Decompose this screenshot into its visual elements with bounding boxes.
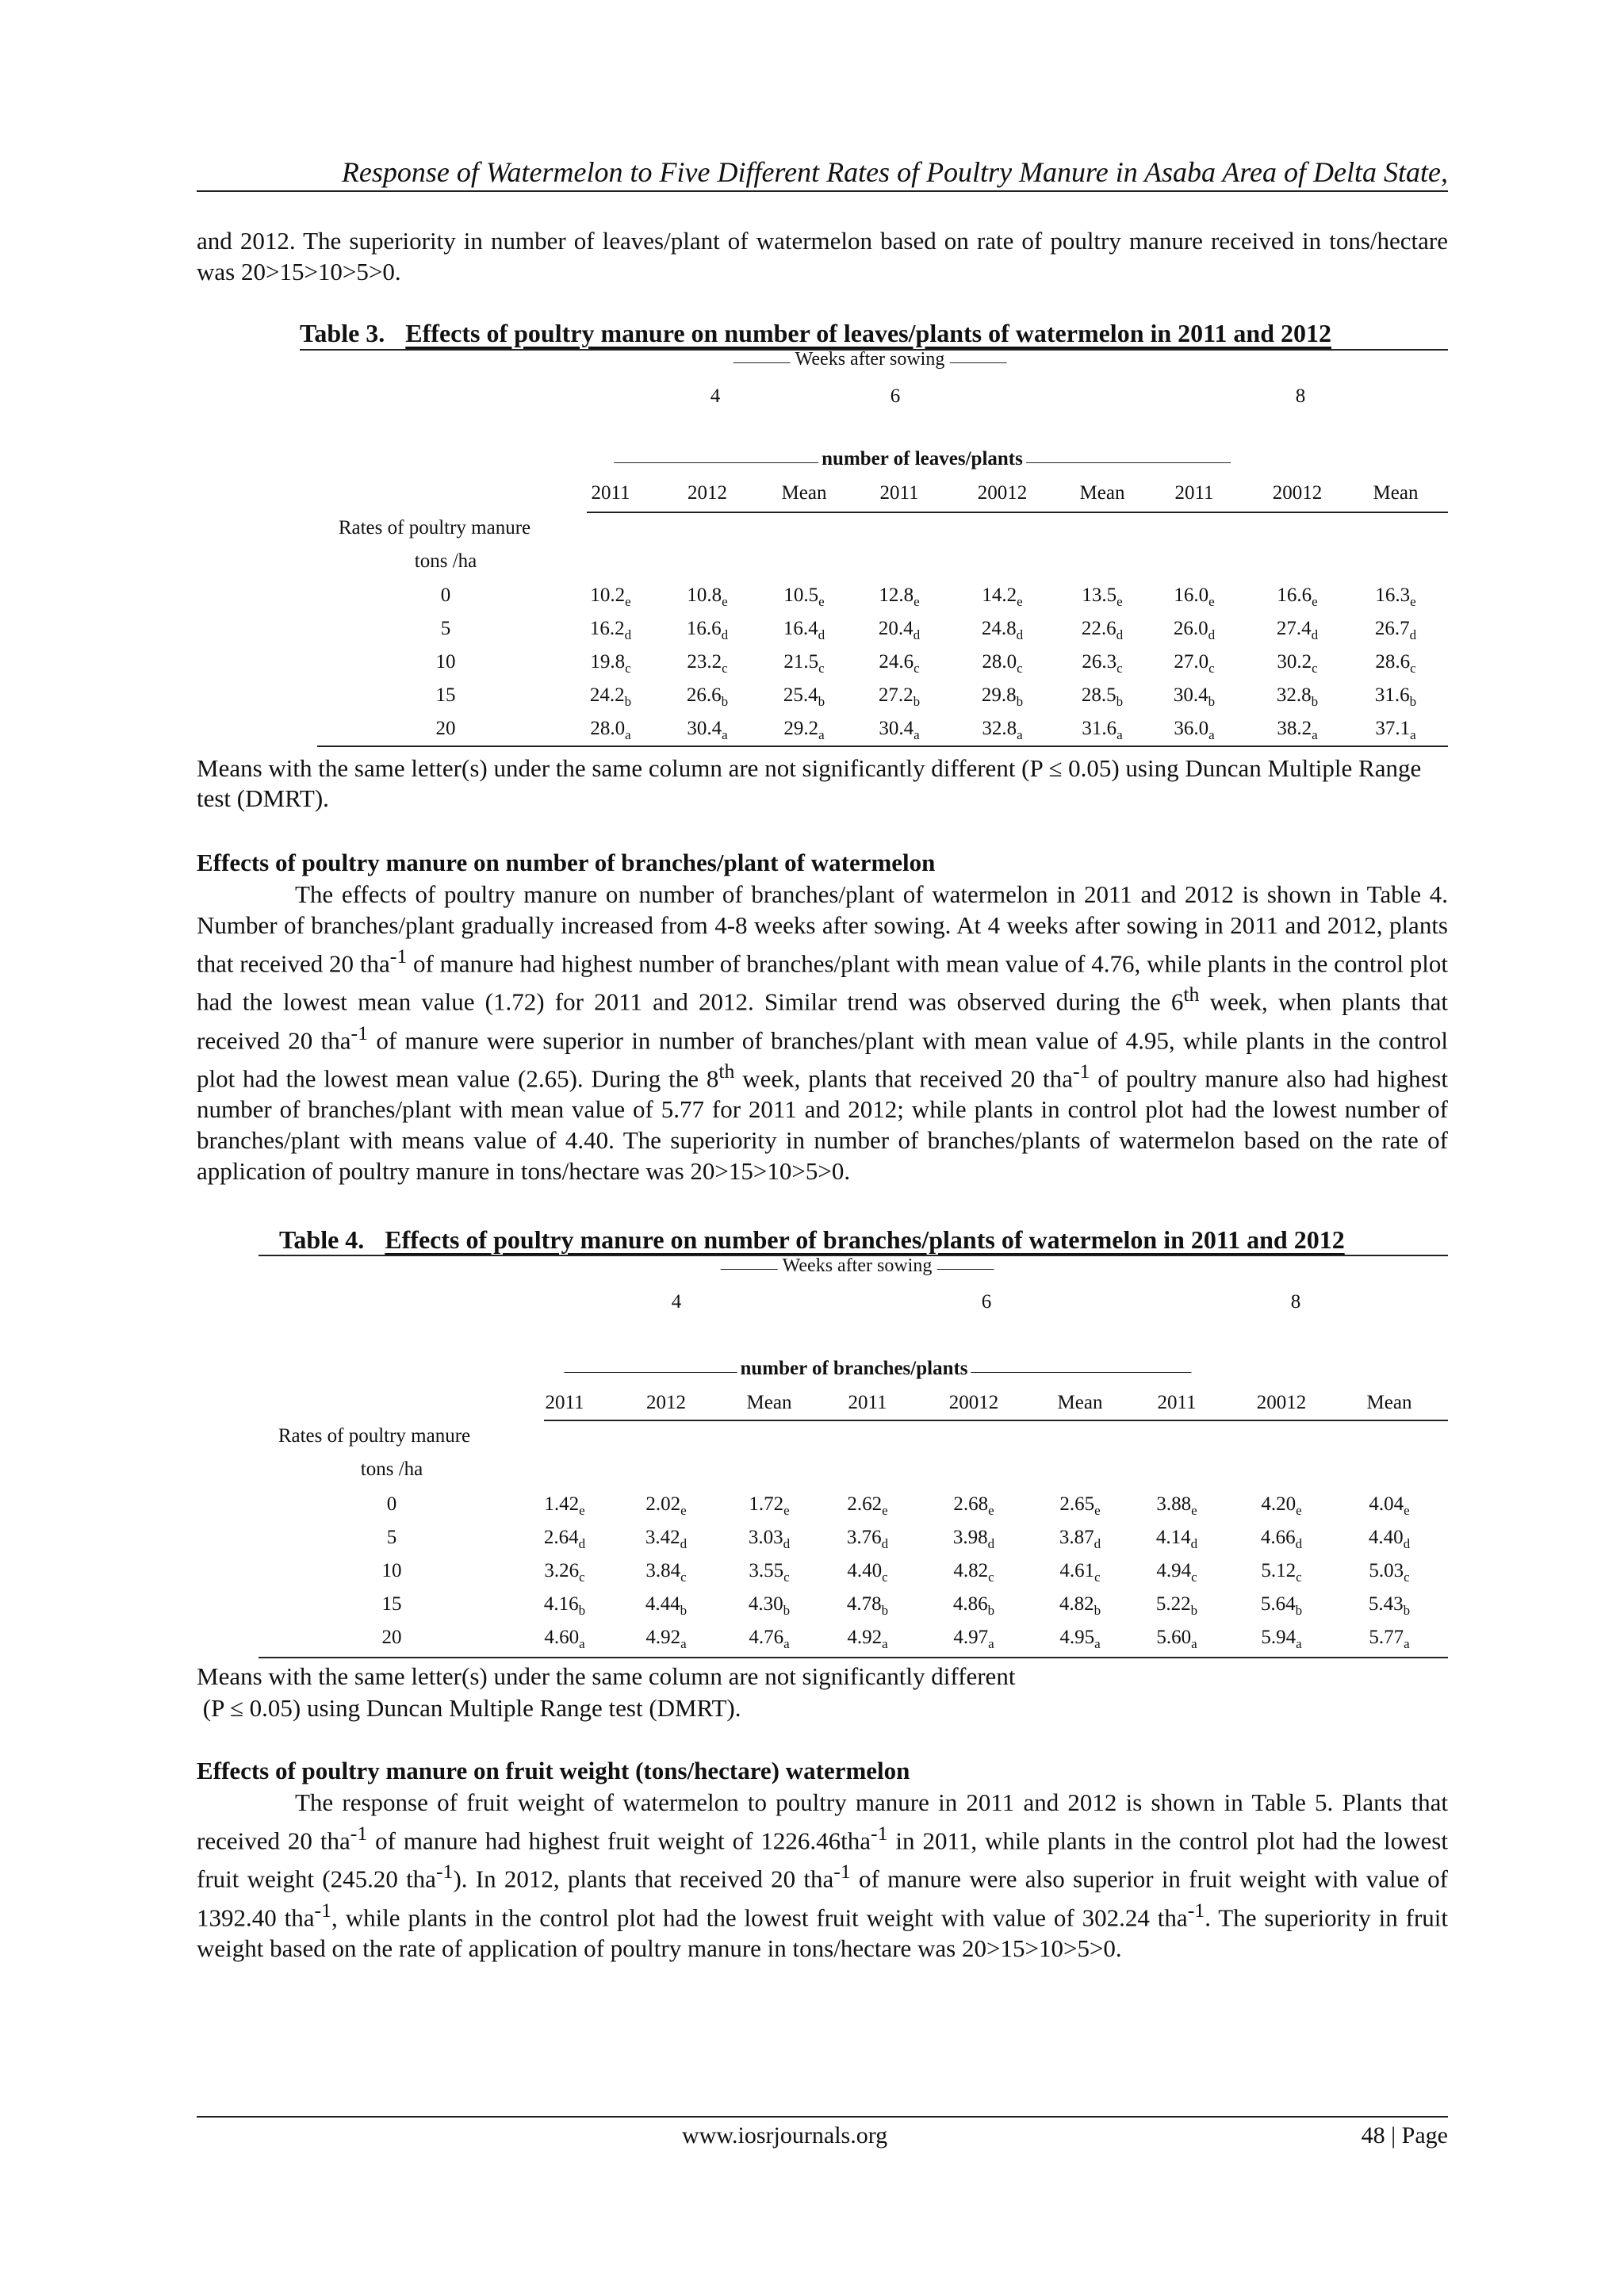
table4-header-rule (544, 1420, 1448, 1421)
table-cell: $27.2_b$ (878, 684, 921, 709)
table4-column-header: 2011 (848, 1392, 887, 1413)
table4-week-8: 8 (1290, 1291, 1301, 1313)
table3-column-header: Mean (1079, 482, 1125, 504)
table-cell: $3.87_d$ (1059, 1527, 1101, 1551)
table-cell: $23.2_c$ (687, 651, 728, 676)
table-cell: $2.02_e$ (645, 1493, 687, 1518)
table-cell: $24.2_b$ (589, 684, 632, 709)
table-cell: $26.6_b$ (686, 684, 729, 709)
table4-column-header: 20012 (948, 1392, 999, 1413)
table-cell: $4.78_b$ (846, 1593, 889, 1618)
table-cell: $10.2_e$ (590, 585, 631, 609)
table-cell: $4.82_b$ (1059, 1593, 1101, 1618)
table-cell: $4.60_a$ (544, 1627, 585, 1651)
table-cell: $4.61_c$ (1059, 1560, 1101, 1585)
table4-measure-label: number of branches/plants (561, 1358, 1194, 1380)
table-cell: $4.92_a$ (847, 1627, 888, 1651)
table3-column-header: 20012 (1272, 482, 1323, 504)
table-cell: $14.2_e$ (982, 585, 1023, 609)
intro-paragraph: and 2012. The superiority in number of leaves/plant of watermelon based on rate of poultry manure received in tons/hectare was 20>15>10>5>0. (197, 227, 1448, 286)
footer-rule (197, 2116, 1448, 2118)
table-cell: $5.22_b$ (1155, 1593, 1198, 1618)
table-cell: $32.8_b$ (1276, 684, 1319, 709)
section-fruit-paragraph: The response of fruit weight of watermelon to poultry manure in 2011 and 2012 is shown in Table 5. Plants that received 20 tha$^{-1}$ of manure had highest fruit weight of 1226.46tha$^{-1}$ in 2011, while plants in the control plot had the lowest fruit weight (245.20 tha$^{-1}$). In 2012, plants that received 20 tha$^{-1}$ of manure were also superior in fruit weight with value of 1392.40 tha$^{-1}$, while plants in the control plot had the lowest fruit weight with value of 302.24 tha$^{-1}$. The superiority in fruit weight based on the rate of application of poultry manure in tons/hectare was 20>15>10>5>0. (197, 1788, 1448, 1962)
table4-weeks-after-sowing: Weeks after sowing (716, 1255, 999, 1277)
table3-column-header: 2011 (591, 482, 630, 504)
table-cell: $4.92_a$ (645, 1627, 687, 1651)
table-cell: $5.12_c$ (1261, 1560, 1302, 1585)
table-cell: $31.6_b$ (1374, 684, 1417, 709)
table-cell: $2.62_e$ (847, 1493, 888, 1518)
table4-column-header: Mean (746, 1392, 792, 1413)
table-cell: $26.3_c$ (1082, 651, 1123, 676)
table-cell: $30.4_b$ (1173, 684, 1216, 709)
table-cell: $2.68_e$ (953, 1493, 994, 1518)
rate-cell: 0 (386, 1493, 397, 1515)
table-cell: $3.76_d$ (846, 1527, 889, 1551)
table4-title-text: Effects of poultry manure on number of branches/plants of watermelon in 2011 and 2012 (385, 1225, 1345, 1254)
table-cell: $21.5_c$ (783, 651, 825, 676)
table-cell: $30.2_c$ (1277, 651, 1318, 676)
rate-cell: 0 (440, 585, 451, 606)
table-cell: $10.5_e$ (783, 585, 825, 609)
table-cell: $1.42_e$ (544, 1493, 585, 1518)
table-cell: $4.40_d$ (1368, 1527, 1411, 1551)
table3-week-6: 6 (890, 385, 901, 407)
table-cell: $3.42_d$ (645, 1527, 688, 1551)
table-cell: $5.77_a$ (1369, 1627, 1410, 1651)
table3-column-header: 2011 (879, 482, 919, 504)
table-cell: $13.5_e$ (1082, 585, 1123, 609)
table3-column-header: 20012 (977, 482, 1028, 504)
table3-row-unit: tons /ha (414, 550, 477, 572)
table3-title (300, 319, 1331, 348)
table-cell: $29.2_a$ (783, 718, 825, 742)
table3-week-4: 4 (710, 385, 721, 407)
table4-note-line2: (P ≤ 0.05) using Duncan Multiple Range test (DMRT). (197, 1694, 741, 1722)
table-cell: $16.4_d$ (783, 618, 825, 642)
table4-note-line1: Means with the same letter(s) under the same column are not significantly different (197, 1662, 1016, 1690)
table-cell: $28.6_c$ (1375, 651, 1416, 676)
table4-week-6: 6 (981, 1291, 992, 1313)
rate-cell: 5 (386, 1527, 397, 1548)
table-cell: $16.2_d$ (589, 618, 632, 642)
table-cell: $2.65_e$ (1059, 1493, 1101, 1518)
table4-column-header: 2012 (646, 1392, 686, 1413)
table3-title-text: Effects of poultry manure on number of leaves/plants of watermelon in 2011 and 2012 (405, 319, 1331, 347)
table4-column-header: Mean (1366, 1392, 1412, 1413)
table3-measure-label: number of leaves/plants (611, 448, 1234, 470)
table-cell: $16.0_e$ (1174, 585, 1215, 609)
table-cell: $31.6_a$ (1082, 718, 1123, 742)
table-cell: $4.94_c$ (1156, 1560, 1197, 1585)
table3-header-rule (587, 512, 1448, 513)
rate-cell: 15 (435, 684, 456, 706)
rate-cell: 20 (435, 718, 456, 739)
table-cell: $16.6_e$ (1277, 585, 1318, 609)
table-cell: $1.72_e$ (749, 1493, 790, 1518)
table4-bottom-rule (259, 1657, 1448, 1658)
table4-column-header: 20012 (1256, 1392, 1307, 1413)
table3-row-label: Rates of poultry manure (338, 517, 531, 539)
table4-row-unit: tons /ha (360, 1458, 423, 1480)
table-cell: $24.6_c$ (879, 651, 920, 676)
table3-week-8: 8 (1295, 385, 1306, 407)
table-cell: $38.2_a$ (1277, 718, 1318, 742)
table-cell: $16.3_e$ (1375, 585, 1416, 609)
table-cell: $29.8_b$ (981, 684, 1024, 709)
table3-column-header: 2012 (688, 482, 727, 504)
table-cell: $2.64_d$ (543, 1527, 586, 1551)
table-cell: $36.0_a$ (1174, 718, 1215, 742)
table-cell: $27.0_c$ (1174, 651, 1215, 676)
table-cell: $4.44_b$ (645, 1593, 688, 1618)
table-cell: $4.14_d$ (1155, 1527, 1198, 1551)
table-cell: $5.94_a$ (1261, 1627, 1302, 1651)
table-cell: $30.4_a$ (879, 718, 920, 742)
table4-label: Table 4. (279, 1225, 365, 1254)
rate-cell: 5 (440, 618, 451, 639)
table-cell: $24.8_d$ (981, 618, 1024, 642)
table4-column-header: 2011 (1157, 1392, 1197, 1413)
table-cell: $4.66_d$ (1260, 1527, 1303, 1551)
table-cell: $5.60_a$ (1156, 1627, 1197, 1651)
table3-weeks-after-sowing: Weeks after sowing (729, 349, 1012, 370)
table-cell: $16.6_d$ (686, 618, 729, 642)
table-cell: $5.03_c$ (1369, 1560, 1410, 1585)
table-cell: $27.4_d$ (1276, 618, 1319, 642)
running-title: Response of Watermelon to Five Different Rates of Poultry Manure in Asaba Area of Delta State, (341, 156, 1448, 188)
table-cell: $4.40_c$ (847, 1560, 888, 1585)
rate-cell: 10 (381, 1560, 402, 1581)
table4-column-header: 2011 (545, 1392, 584, 1413)
table-cell: $4.20_e$ (1261, 1493, 1302, 1518)
table-cell: $19.8_c$ (590, 651, 631, 676)
table-cell: $4.76_a$ (749, 1627, 790, 1651)
rate-cell: 15 (381, 1593, 402, 1615)
section-branches-heading: Effects of poultry manure on number of branches/plant of watermelon (197, 849, 936, 876)
table-cell: $32.8_a$ (982, 718, 1023, 742)
table4-title (279, 1225, 1345, 1255)
table-cell: $3.26_c$ (544, 1560, 585, 1585)
section-branches-paragraph: The effects of poultry manure on number of branches/plant of watermelon in 2011 and 2012 is shown in Table 4. Number of branches/plant gradually increased from 4-8 weeks after sowing. At 4 weeks after sowing in 2011 and 2012, plants that received 20 tha$^{-1}$ of manure had highest number of branches/plant with mean value of 4.76, while plants in the control plot had the lowest mean value (1.72) for 2011 and 2012. Similar trend was observed during the 6th week, when plants that received 20 tha$^{-1}$ of manure were superior in number of branches/plant with mean value of 4.95, while plants in the control plot had the lowest mean value (2.65). During the 8th week, plants that received 20 tha$^{-1}$ of poultry manure also had highest number of branches/plant with mean value of 5.77 for 2011 and 2012; while plants in control plot had the lowest number of branches/plant with means value of 4.40. The superiority in number of branches/plants of watermelon based on the rate of application of poultry manure in tons/hectare was 20>15>10>5>0. (197, 880, 1448, 1186)
table-cell: $4.82_c$ (953, 1560, 994, 1585)
table-cell: $10.8_e$ (687, 585, 728, 609)
table-cell: $20.4_d$ (878, 618, 921, 642)
table-cell: $30.4_a$ (687, 718, 728, 742)
table3-column-header: Mean (1373, 482, 1419, 504)
table-cell: $22.6_d$ (1081, 618, 1124, 642)
table-cell: $37.1_a$ (1375, 718, 1416, 742)
table-cell: $5.64_b$ (1260, 1593, 1303, 1618)
table-cell: $3.88_e$ (1156, 1493, 1197, 1518)
rate-cell: 20 (381, 1627, 402, 1648)
table-cell: $4.30_b$ (748, 1593, 791, 1618)
table-cell: $26.7_d$ (1374, 618, 1417, 642)
table-cell: $28.0_a$ (590, 718, 631, 742)
table4-row-label: Rates of poultry manure (278, 1425, 471, 1447)
table3-label: Table 3. (300, 319, 385, 347)
table4-week-4: 4 (671, 1291, 682, 1313)
footer-url[interactable]: www.iosrjournals.org (682, 2122, 888, 2148)
table3-column-header: 2011 (1174, 482, 1214, 504)
footer-page-number: 48 | Page (1361, 2122, 1448, 2148)
table-cell: $26.0_d$ (1173, 618, 1216, 642)
table-cell: $4.95_a$ (1059, 1627, 1101, 1651)
table-cell: $28.5_b$ (1081, 684, 1124, 709)
table-cell: $4.16_b$ (543, 1593, 586, 1618)
table-cell: $5.43_b$ (1368, 1593, 1411, 1618)
table3-bottom-rule (317, 746, 1448, 747)
table-cell: $3.55_c$ (749, 1560, 790, 1585)
table4-column-header: Mean (1057, 1392, 1103, 1413)
header-rule (197, 190, 1448, 192)
table3-column-header: Mean (781, 482, 827, 504)
table-cell: $4.97_a$ (953, 1627, 994, 1651)
table-cell: $3.84_c$ (645, 1560, 687, 1585)
table3-note: Means with the same letter(s) under the same column are not significantly different (P ≤ 0.05) using Duncan Multiple Range test (DMRT). (197, 754, 1422, 812)
table-cell: $3.98_d$ (952, 1527, 995, 1551)
table-cell: $4.86_b$ (952, 1593, 995, 1618)
section-fruit-heading: Effects of poultry manure on fruit weight (tons/hectare) watermelon (197, 1757, 910, 1784)
table-cell: $4.04_e$ (1369, 1493, 1410, 1518)
table-cell: $12.8_e$ (879, 585, 920, 609)
rate-cell: 10 (435, 651, 456, 673)
table-cell: $28.0_c$ (982, 651, 1023, 676)
table-cell: $3.03_d$ (748, 1527, 791, 1551)
table-cell: $25.4_b$ (783, 684, 825, 709)
